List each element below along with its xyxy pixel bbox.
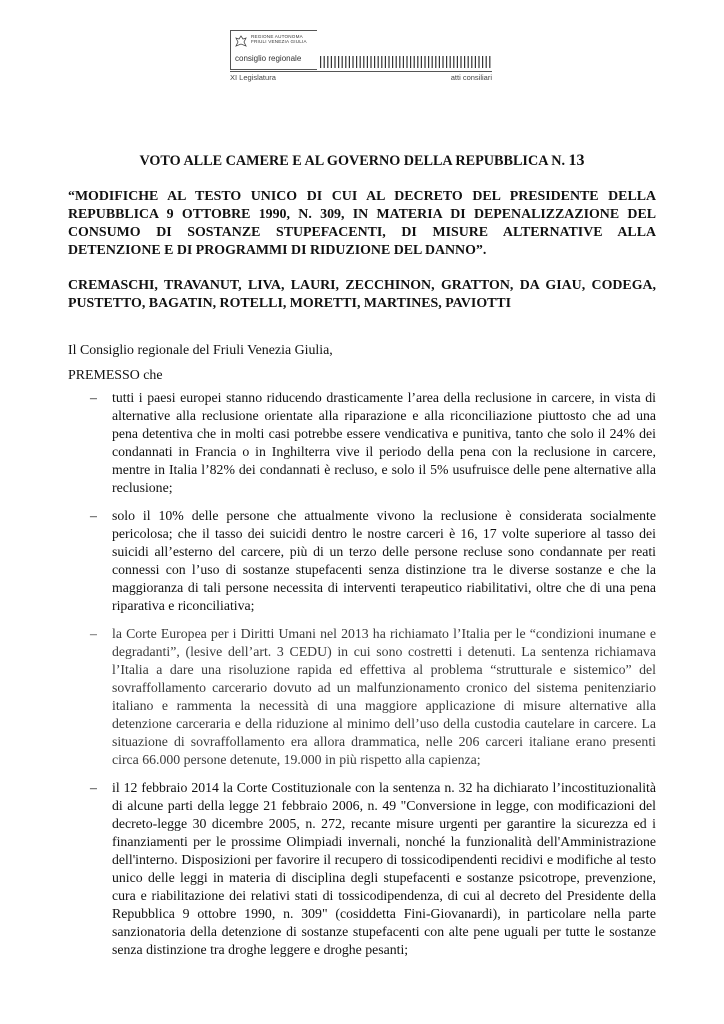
list-item-text: solo il 10% delle persone che attualmente vivono la reclusione è considerata socialmente pericolosa; che il tasso dei suicidi dentro le nostre carceri è 16, 17 volte superiore al tasso dei suicidi all’esterno del carcere, più di un terzo delle persone recluse sono condannate per reati connessi con l’uso di sostanze stupefacenti senza distinzione tra le diverse sostanze e che la maggioranza di tali persone necessita di interventi terapeutico riabilitativi, oltre che di una pena riparativa e riconciliativa;: [112, 508, 656, 613]
document-title-prefix: VOTO ALLE CAMERE E AL GOVERNO DELLA REPUBBLICA N.: [139, 153, 565, 169]
list-item: [68, 779, 656, 959]
region-name: REGIONE AUTONOMA FRIULI VENEZIA GIULIA: [251, 34, 307, 45]
document-number: 13: [568, 152, 585, 169]
letterhead: [230, 30, 492, 82]
list-item: [68, 625, 656, 769]
council-name: consiglio regionale: [235, 54, 302, 63]
letterhead-box: [230, 30, 317, 70]
dash-bullet: –: [90, 780, 97, 795]
premesso-heading: PREMESSO che: [68, 368, 163, 383]
list-item: [68, 389, 656, 497]
premesso-list: [68, 389, 656, 959]
list-item-text: la Corte Europea per i Diritti Umani nel 2013 ha richiamato l’Italia per le “condizioni inumane e degradanti”, (lesive dell’art. 3 CEDU) in cui sono costretti i detenuti. La sentenza richiamava l’Italia a dare una risoluzione rapida ed effettiva al problema “strutturale e sistemico” del sovraffollamento carcerario dovuto ad un malfunzionamento cronico del sistema penitenziario italiano e rammenta la necessità di una maggiore applicazione di misure alternative alla detenzione carceraria e della riduzione al minimo dell’uso della custodia cautelare in carcere. La situazione di sovraffollamento era allora drammatica, nelle 206 carceri italiane erano presenti circa 66.000 persone detenute, 19.000 in più rispetto alla capienza;: [112, 626, 656, 767]
eagle-emblem-icon: [235, 35, 247, 49]
dash-bullet: –: [90, 626, 97, 641]
document-body: [68, 152, 656, 969]
barcode-icon: [320, 56, 492, 68]
intro-line: Il Consiglio regionale del Friuli Venezia Giulia,: [68, 343, 333, 358]
document-authors: CREMASCHI, TRAVANUT, LIVA, LAURI, ZECCHINON, GRATTON, DA GIAU, CODEGA, PUSTETTO, BAGATIN, ROTELLI, MORETTI, MARTINES, PAVIOTTI: [68, 278, 656, 311]
dash-bullet: –: [90, 508, 97, 523]
document-title: [68, 152, 656, 170]
letterhead-rule: [230, 71, 492, 72]
list-item-text: il 12 febbraio 2014 la Corte Costituzionale con la sentenza n. 32 ha dichiarato l’incostituzionalità di alcune parti della legge 21 febbraio 2006, n. 49 "Conversione in legge, con modificazioni del decreto-legge 30 dicembre 2005, n. 272, recante misure urgenti per garantire la sicurezza ed i finanziamenti per le prossime Olimpiadi invernali, nonché la funzionalità dell'Amministrazione dell'interno. Disposizioni per favorire il recupero di tossicodipendenti recidivi e modifiche al testo unico delle leggi in materia di disciplina degli stupefacenti e sostanze psicotrope, prevenzione, cura e riabilitazione dei relativi stati di tossicodipendenza, di cui al decreto del Presidente della Repubblica 9 ottobre 1990, n. 309" (cosiddetta Fini-Giovanardi), in particolare nella parte sanzionatoria della detenzione di sostanze stupefacenti con alte pene uguali per tutte le sostanze senza distinzione tra droghe leggere e droghe pesanti;: [112, 780, 656, 957]
legislature-label: XI Legislatura: [230, 73, 276, 82]
list-item: [68, 507, 656, 615]
dash-bullet: –: [90, 390, 97, 405]
list-item-text: tutti i paesi europei stanno riducendo drasticamente l’area della reclusione in carcere, in vista di alternative alla reclusione orientate alla riparazione e alla riconciliazione piuttosto che ad una pena detentiva che in molti casi potrebbe essere vendicativa e punitiva, tanto che solo il 24% dei condannati in Francia o in Inghilterra vive il periodo della pena con la reclusione in carcere, mentre in Italia l’82% dei condannati è recluso, e solo il 5% usufruisce delle pene alternative alla reclusione;: [112, 390, 656, 495]
document-subject: “MODIFICHE AL TESTO UNICO DI CUI AL DECRETO DEL PRESIDENTE DELLA REPUBBLICA 9 OTTOBRE 1990, N. 309, IN MATERIA DI DEPENALIZZAZIONE DEL CONSUMO DI SOSTANZE STUPEFACENTI, DI MISURE ALTERNATIVE ALLA DETENZIONE E DI PROGRAMMI DI RIDUZIONE DEL DANNO”.: [68, 189, 656, 258]
atti-consiliari-label: atti consiliari: [450, 73, 492, 82]
